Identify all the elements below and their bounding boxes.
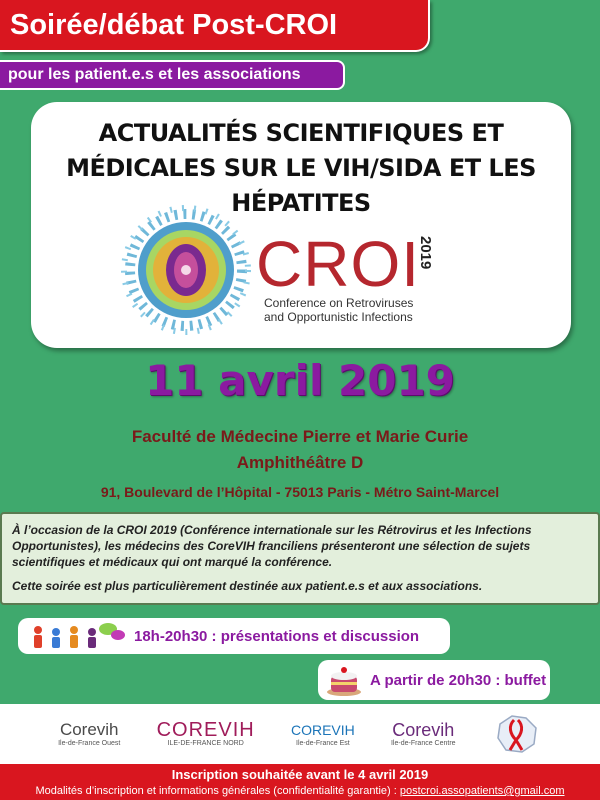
croi-caption-line: and Opportunistic Infections [264, 310, 413, 324]
croi-logo [256, 228, 476, 327]
audience-subtitle: pour les patient.e.s et les associations [8, 66, 301, 83]
partner-region: Ile-de-France Est [296, 739, 350, 747]
partner-name: Corevih [392, 719, 455, 740]
topic-card [31, 102, 571, 348]
red-ribbon-map-icon [492, 710, 542, 758]
intro-paragraph: Cette soirée est plus particulièrement destinée aux patient.e.s et aux associations. [12, 579, 483, 593]
cake-icon [324, 662, 364, 698]
croi-year: 2019 [417, 236, 434, 270]
audience-subtitle-banner [0, 60, 345, 90]
venue-room: Amphithéâtre D [236, 453, 364, 472]
registration-footer [0, 764, 600, 800]
registration-deadline: Inscription souhaitée avant le 4 avril 2019 [171, 767, 429, 782]
partner-logo [157, 710, 255, 758]
partner-name: Corevih [59, 719, 119, 739]
croi-caption [264, 296, 413, 324]
partner-logos [0, 704, 600, 764]
croi-caption-line: Conference on Retroviruses [264, 296, 414, 310]
event-date: 11 avril 2019 [145, 356, 455, 405]
partner-logo [291, 710, 355, 758]
croi-wordmark: CROI [256, 228, 420, 300]
presentations-time: 18h-20h30 : présentations et discussion [134, 627, 420, 645]
contact-email-link[interactable]: postcroi.assopatients@gmail.com [399, 785, 565, 797]
schedule-presentations [18, 618, 450, 654]
venue-name: Faculté de Médecine Pierre et Marie Curie [131, 427, 469, 446]
buffet-time: A partir de 20h30 : buffet [370, 671, 547, 689]
partner-region: Ile-de-France Centre [390, 739, 456, 747]
partner-logo [58, 710, 120, 758]
intro-paragraph: À l’occasion de la CROI 2019 (Conférence internationale sur les Rétrovirus et les Infections Opportunistes), les médecins des CoreVIH franciliens présenteront une sélection de sujets scientifiques et médicaux qui ont marqué la conférence. [12, 523, 532, 569]
virus-illustration [111, 200, 261, 340]
venue-address: 91, Boulevard de l’Hôpital - 75013 Paris - Métro Saint-Marcel [100, 484, 500, 500]
partner-logo [391, 710, 456, 758]
partner-name: COREVIH [156, 718, 255, 741]
intro-box [0, 512, 600, 605]
registration-info [0, 784, 600, 798]
schedule-buffet [318, 660, 550, 700]
partner-name: COREVIH [290, 721, 355, 738]
event-title-banner [0, 0, 430, 52]
topic-heading-line: ACTUALITÉS SCIENTIFIQUES ET [98, 119, 504, 147]
topic-heading-line: MÉDICALES SUR LE VIH/SIDA ET LES [66, 154, 536, 182]
event-title: Soirée/débat Post-CROI [10, 8, 338, 41]
registration-info-text: Modalités d’inscription et informations générales (confidentialité garantie) : [35, 785, 400, 797]
partner-region: Ile-de-France Ouest [58, 739, 121, 747]
topic-heading-line: HÉPATITES [231, 189, 371, 217]
partner-region: ILE-DE-FRANCE NORD [167, 739, 244, 747]
discussion-people-icon [26, 621, 126, 651]
